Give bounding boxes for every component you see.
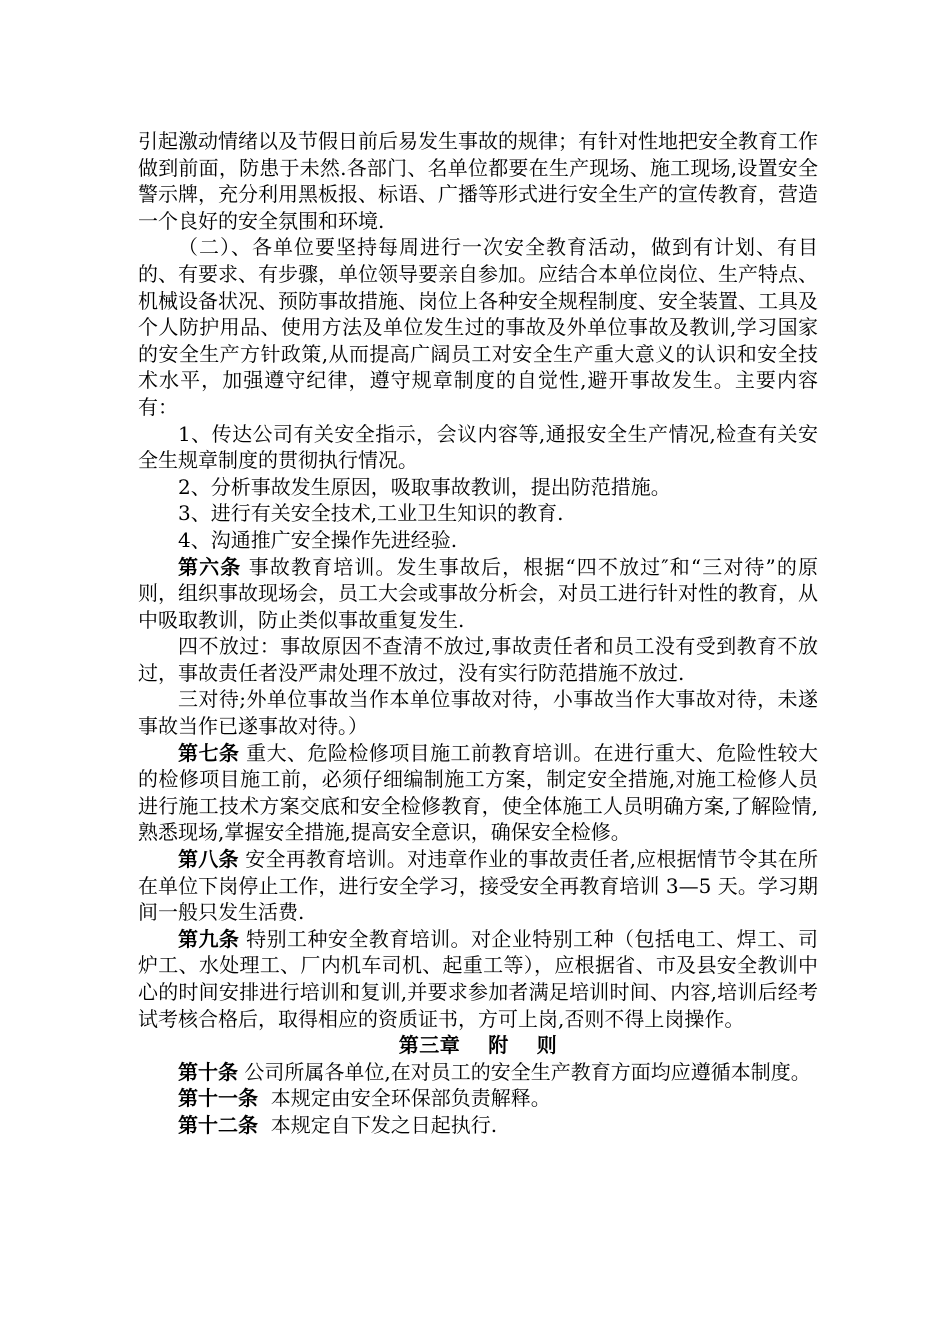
list-item-3: 3、进行有关安全技术,工业卫生知识的教育. [178,501,564,526]
article-7-number: 第七条 [178,740,240,765]
article-8-text: 安全再教育培训。对违章作业的事故责任者,应根据情节令其在所在单位下岗停止工作，进行安全学习，接受安全再教育培训 3—5 天。学习期间一般只发生活费. [138,847,819,925]
article-10-text: 公司所属各单位,在对员工的安全生产教育方面均应遵循本制度。 [238,1059,811,1084]
article-10-number: 第十条 [178,1059,238,1084]
chapter-title-char-2: 则 [536,1033,558,1058]
article-12-text: 本规定自下发之日起执行. [258,1112,498,1137]
article-6 [138,554,818,634]
article-9-number: 第九条 [178,926,240,951]
article-8 [138,846,818,926]
article-11-text: 本规定由安全环保部负责解释。 [258,1086,551,1111]
list-item-2: 2、分析事故发生原因，吸取事故教训，提出防范措施。 [178,474,671,499]
article-6-text: 事故教育培训。发生事故后，根据“四不放过″和“三对待”的原则，组织事故现场会，员工大会或事故分析会，对员工进行针对性的教育，从中吸取教训，防止类似事故重复发生. [138,554,818,632]
four-not-paragraph: 四不放过：事故原因不查清不放过,事故责任者和员工没有受到教育不放过，事故责任者没严肃处理不放过，没有实行防范措施不放过. [138,634,818,685]
article-7 [138,740,818,846]
chapter-heading [138,1032,818,1059]
paragraph-2: （二）、各单位要坚持每周进行一次安全教育活动，做到有计划、有目的、有要求、有步骤，单位领导要亲自参加。应结合本单位岗位、生产特点、机械设备状况、预防事故措施、岗位上各种安全规程制度、安全装置、工具及个人防护用品、使用方法及单位发生过的事故及外单位事故及教训,学习国家的安全生产方针政策,从而提高广阔员工对安全生产重大意义的认识和安全技术水平，加强遵守纪律，遵守规章制度的自觉性,避开事故发生。主要内容有： [138,235,818,419]
article-12-number: 第十二条 [178,1112,258,1137]
three-treat-paragraph: 三对待;外单位事故当作本单位事故对待，小事故当作大事故对待，未遂事故当作已遂事故对待。） [138,687,818,739]
chapter-number: 第三章 [398,1033,461,1058]
document-body [138,128,818,1139]
paragraph-1: 引起激动情绪以及节假日前后易发生事故的规律；有针对性地把安全教育工作做到前面，防患于未然.各部门、名单位都要在生产现场、施工现场,设置安全警示牌，充分利用黑板报、标语、广播等形式进行安全生产的宣传教育，营造一个良好的安全氛围和环境. [138,129,818,233]
article-12 [138,1112,818,1139]
article-7-text: 重大、危险检修项目施工前教育培训。在进行重大、危险性较大的检修项目施工前，必须仔细编制施工方案，制定安全措施,对施工检修人员进行施工技术方案交底和安全检修教育，使全体施工人员明确方案,了解险情,熟悉现场,掌握安全措施,提高安全意识，确保安全检修。 [138,740,819,845]
article-11 [138,1085,818,1112]
list-item-4: 4、沟通推广安全操作先进经验. [178,527,458,552]
article-8-number: 第八条 [178,847,239,872]
list-item-1: 1、传达公司有关安全指示，会议内容等,通报安全生产情况,检查有关安全生规章制度的贯彻执行情况。 [138,421,818,473]
article-9-text: 特别工种安全教育培训。对企业特别工种（包括电工、焊工、司炉工、水处理工、厂内机车司机、起重工等），应根据省、市及县安全教训中心的时间安排进行培训和复训,并要求参加者满足培训时间、内容,培训后经考试考核合格后，取得相应的资质证书，方可上岗,否则不得上岗操作。 [138,926,819,1031]
chapter-title-char-1: 附 [488,1033,509,1058]
article-11-number: 第十一条 [178,1086,258,1111]
article-10 [138,1059,818,1086]
article-6-number: 第六条 [178,554,242,579]
article-9 [138,926,818,1032]
